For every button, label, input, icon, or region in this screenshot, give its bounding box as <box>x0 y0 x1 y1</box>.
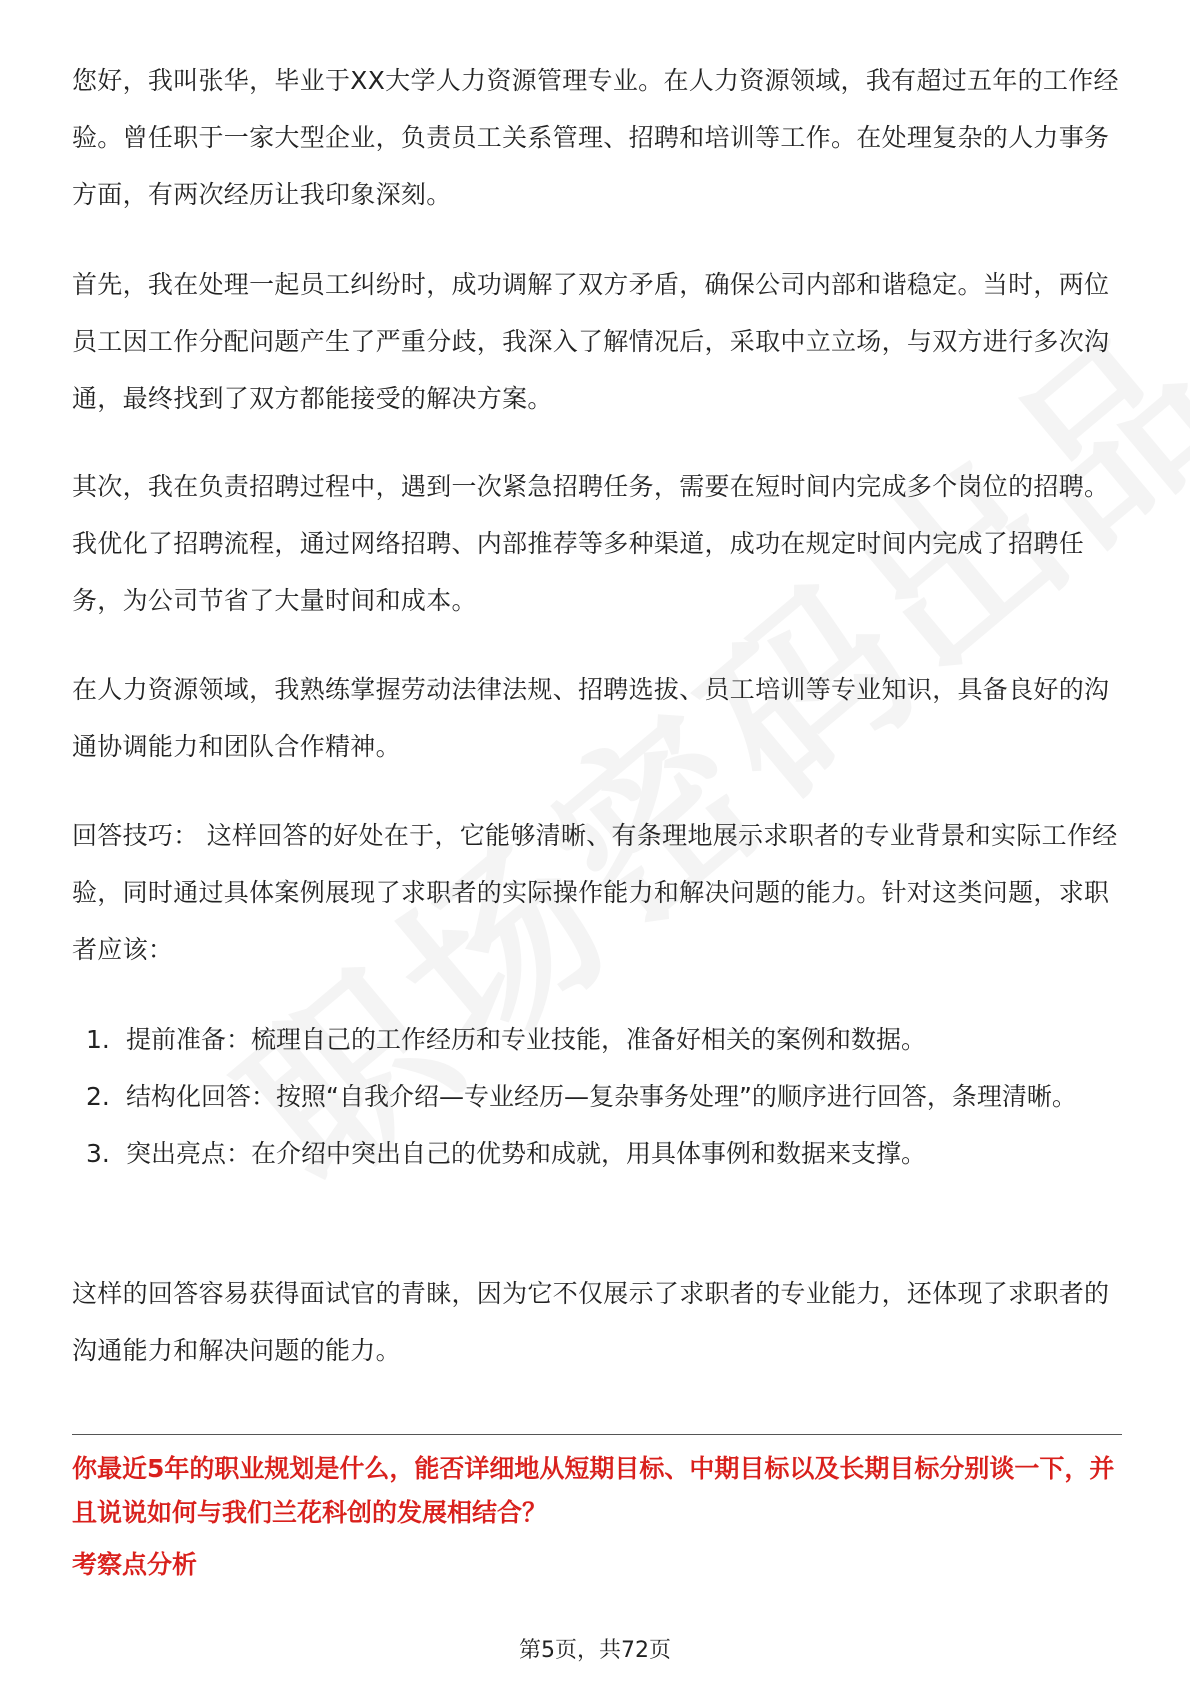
list-item <box>72 1125 1122 1182</box>
interview-question: 你最近5年的职业规划是什么，能否详细地从短期目标、中期目标以及长期目标分别谈一下，并且说说如何与我们兰花科创的发展相结合？ <box>72 1454 1115 1527</box>
list-item <box>72 1011 1122 1068</box>
list-item-text: 提前准备：梳理自己的工作经历和专业技能，准备好相关的案例和数据。 <box>126 1025 927 1054</box>
paragraph-conclusion: 这样的回答容易获得面试官的青睐，因为它不仅展示了求职者的专业能力，还体现了求职者的沟通能力和解决问题的能力。 <box>72 1279 1110 1365</box>
section-divider <box>72 1434 1122 1435</box>
list-number: 1. <box>86 1025 110 1054</box>
paragraph-answer-tips: 回答技巧： 这样回答的好处在于，它能够清晰、有条理地展示求职者的专业背景和实际工作经验，同时通过具体案例展现了求职者的实际操作能力和解决问题的能力。针对这类问题，求职者应该： <box>72 821 1118 964</box>
list-item <box>72 1068 1122 1125</box>
page-footer <box>0 1636 1190 1666</box>
paragraph-second-case: 其次，我在负责招聘过程中，遇到一次紧急招聘任务，需要在短时间内完成多个岗位的招聘。我优化了招聘流程，通过网络招聘、内部推荐等多种渠道，成功在规定时间内完成了招聘任务，为公司节省了大量时间和成本。 <box>72 472 1110 615</box>
paragraph-intro: 您好，我叫张华，毕业于XX大学人力资源管理专业。在人力资源领域，我有超过五年的工作经验。曾任职于一家大型企业，负责员工关系管理、招聘和培训等工作。在处理复杂的人力事务方面，有两次经历让我印象深刻。 <box>72 66 1119 209</box>
list-item-text: 结构化回答：按照“自我介绍—专业经历—复杂事务处理”的顺序进行回答，条理清晰。 <box>126 1082 1077 1111</box>
page-number: 第5页，共72页 <box>515 1638 675 1663</box>
paragraph-first-case: 首先，我在处理一起员工纠纷时，成功调解了双方矛盾，确保公司内部和谐稳定。当时，两位员工因工作分配问题产生了严重分歧，我深入了解情况后，采取中立立场，与双方进行多次沟通，最终找到了双方都能接受的解决方案。 <box>72 270 1110 413</box>
paragraph-skills: 在人力资源领域，我熟练掌握劳动法律法规、招聘选拔、员工培训等专业知识，具备良好的沟通协调能力和团队合作精神。 <box>72 675 1110 761</box>
section-heading: 考察点分析 <box>72 1550 198 1579</box>
list-number: 2. <box>86 1082 110 1111</box>
list-item-text: 突出亮点：在介绍中突出自己的优势和成就，用具体事例和数据来支撑。 <box>126 1139 927 1168</box>
list-number: 3. <box>86 1139 110 1168</box>
tips-list <box>72 1011 1122 1182</box>
